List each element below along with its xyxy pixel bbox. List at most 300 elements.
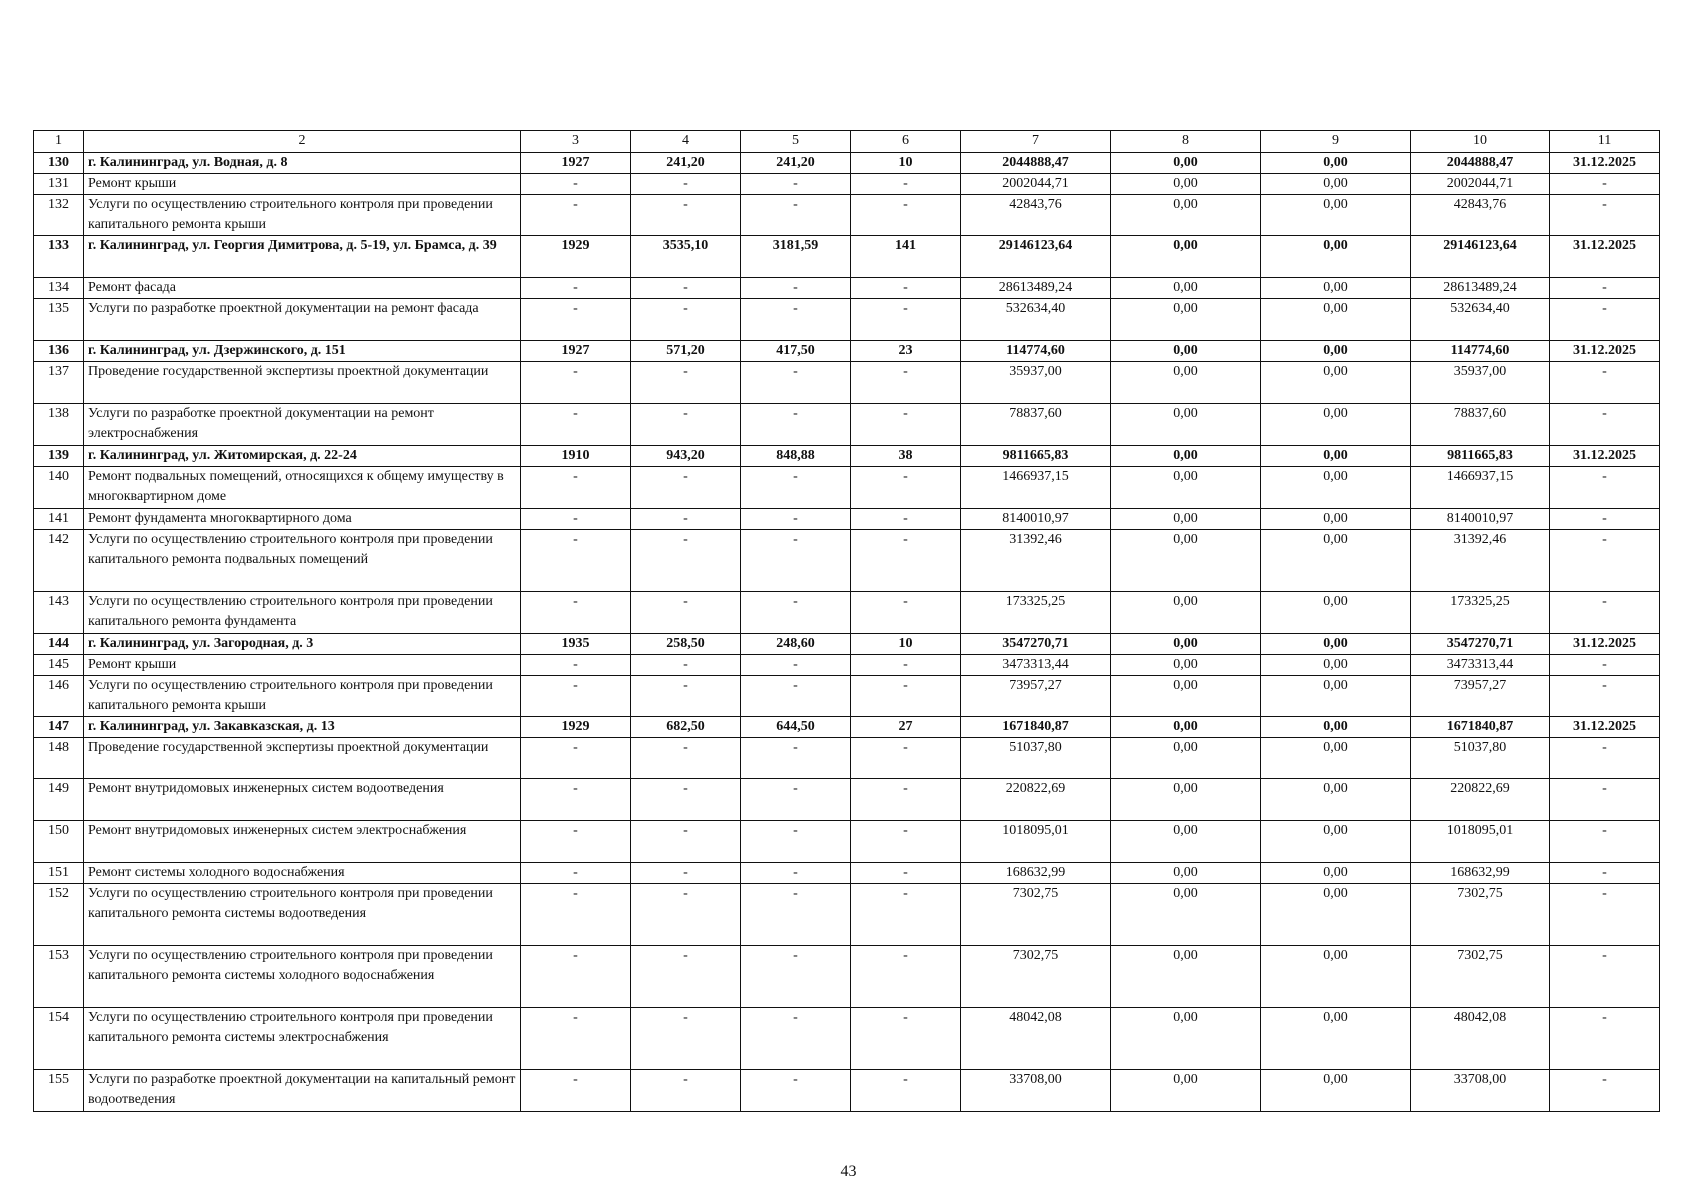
work-description-cell: Услуги по осуществлению строительного контроля при проведении капитального ремонта фундамента [84, 592, 521, 634]
residents-count-cell: - [851, 676, 961, 717]
residents-count-cell: - [851, 1008, 961, 1070]
table-row [34, 509, 1660, 530]
owner-funds-cell: 220822,69 [1411, 779, 1550, 821]
residents-count-cell: 38 [851, 446, 961, 467]
work-description-cell: г. Калининград, ул. Житомирская, д. 22-24 [84, 446, 521, 467]
row-number-cell: 135 [34, 299, 84, 341]
fund-amount-cell: 0,00 [1111, 446, 1261, 467]
column-number-header-row [34, 131, 1660, 153]
budget-amount-cell: 0,00 [1261, 153, 1411, 174]
table-row [34, 863, 1660, 884]
fund-amount-cell: 0,00 [1111, 1070, 1261, 1112]
residential-area-cell: - [741, 821, 851, 863]
budget-amount-cell: 0,00 [1261, 592, 1411, 634]
year-built-cell: - [521, 884, 631, 946]
fund-amount-cell: 0,00 [1111, 884, 1261, 946]
owner-funds-cell: 532634,40 [1411, 299, 1550, 341]
row-number-cell: 136 [34, 341, 84, 362]
total-cost-cell: 31392,46 [961, 530, 1111, 592]
table-row [34, 341, 1660, 362]
budget-amount-cell: 0,00 [1261, 738, 1411, 779]
table-row [34, 779, 1660, 821]
owner-funds-cell: 1671840,87 [1411, 717, 1550, 738]
budget-amount-cell: 0,00 [1261, 884, 1411, 946]
row-number-cell: 142 [34, 530, 84, 592]
completion-date-cell: - [1550, 467, 1660, 509]
total-area-cell: - [631, 174, 741, 195]
budget-amount-cell: 0,00 [1261, 676, 1411, 717]
work-description-cell: Ремонт крыши [84, 174, 521, 195]
table-row [34, 738, 1660, 779]
year-built-cell: 1927 [521, 341, 631, 362]
owner-funds-cell: 9811665,83 [1411, 446, 1550, 467]
total-cost-cell: 29146123,64 [961, 236, 1111, 278]
residential-area-cell: - [741, 467, 851, 509]
owner-funds-cell: 2002044,71 [1411, 174, 1550, 195]
residents-count-cell: - [851, 278, 961, 299]
year-built-cell: - [521, 821, 631, 863]
residential-area-cell: - [741, 299, 851, 341]
total-cost-cell: 168632,99 [961, 863, 1111, 884]
completion-date-cell: - [1550, 530, 1660, 592]
budget-amount-cell: 0,00 [1261, 634, 1411, 655]
total-cost-cell: 3547270,71 [961, 634, 1111, 655]
column-header: 2 [84, 131, 521, 153]
row-number-cell: 143 [34, 592, 84, 634]
owner-funds-cell: 48042,08 [1411, 1008, 1550, 1070]
budget-amount-cell: 0,00 [1261, 946, 1411, 1008]
table-row [34, 467, 1660, 509]
owner-funds-cell: 2044888,47 [1411, 153, 1550, 174]
residents-count-cell: - [851, 467, 961, 509]
total-cost-cell: 114774,60 [961, 341, 1111, 362]
residential-area-cell: - [741, 530, 851, 592]
row-number-cell: 146 [34, 676, 84, 717]
budget-amount-cell: 0,00 [1261, 1070, 1411, 1112]
row-number-cell: 150 [34, 821, 84, 863]
owner-funds-cell: 7302,75 [1411, 884, 1550, 946]
fund-amount-cell: 0,00 [1111, 467, 1261, 509]
total-cost-cell: 2044888,47 [961, 153, 1111, 174]
total-area-cell: - [631, 530, 741, 592]
total-cost-cell: 532634,40 [961, 299, 1111, 341]
year-built-cell: - [521, 676, 631, 717]
table-row [34, 655, 1660, 676]
work-description-cell: Услуги по осуществлению строительного контроля при проведении капитального ремонта системы водоотведения [84, 884, 521, 946]
total-cost-cell: 78837,60 [961, 404, 1111, 446]
work-description-cell: Ремонт внутридомовых инженерных систем водоотведения [84, 779, 521, 821]
fund-amount-cell: 0,00 [1111, 946, 1261, 1008]
completion-date-cell: - [1550, 174, 1660, 195]
owner-funds-cell: 78837,60 [1411, 404, 1550, 446]
year-built-cell: - [521, 592, 631, 634]
residential-area-cell: 644,50 [741, 717, 851, 738]
total-area-cell: - [631, 404, 741, 446]
year-built-cell: - [521, 1070, 631, 1112]
total-area-cell: - [631, 362, 741, 404]
table-row [34, 884, 1660, 946]
owner-funds-cell: 31392,46 [1411, 530, 1550, 592]
completion-date-cell: - [1550, 278, 1660, 299]
work-description-cell: Услуги по осуществлению строительного контроля при проведении капитального ремонта крыши [84, 195, 521, 236]
residential-area-cell: - [741, 779, 851, 821]
residential-area-cell: - [741, 863, 851, 884]
total-cost-cell: 51037,80 [961, 738, 1111, 779]
year-built-cell: - [521, 404, 631, 446]
row-number-cell: 149 [34, 779, 84, 821]
year-built-cell: - [521, 174, 631, 195]
row-number-cell: 134 [34, 278, 84, 299]
work-description-cell: г. Калининград, ул. Георгия Димитрова, д. 5-19, ул. Брамса, д. 39 [84, 236, 521, 278]
table-row [34, 717, 1660, 738]
table-row [34, 1008, 1660, 1070]
work-description-cell: Ремонт фасада [84, 278, 521, 299]
row-number-cell: 144 [34, 634, 84, 655]
total-area-cell: - [631, 1070, 741, 1112]
total-area-cell: - [631, 676, 741, 717]
table-row [34, 946, 1660, 1008]
completion-date-cell: - [1550, 299, 1660, 341]
owner-funds-cell: 42843,76 [1411, 195, 1550, 236]
work-description-cell: Проведение государственной экспертизы проектной документации [84, 738, 521, 779]
column-header: 4 [631, 131, 741, 153]
budget-amount-cell: 0,00 [1261, 509, 1411, 530]
row-number-cell: 148 [34, 738, 84, 779]
total-area-cell: - [631, 863, 741, 884]
year-built-cell: 1927 [521, 153, 631, 174]
budget-amount-cell: 0,00 [1261, 779, 1411, 821]
work-description-cell: г. Калининград, ул. Водная, д. 8 [84, 153, 521, 174]
residential-area-cell: 848,88 [741, 446, 851, 467]
column-header: 10 [1411, 131, 1550, 153]
total-cost-cell: 220822,69 [961, 779, 1111, 821]
year-built-cell: - [521, 530, 631, 592]
budget-amount-cell: 0,00 [1261, 1008, 1411, 1070]
total-cost-cell: 173325,25 [961, 592, 1111, 634]
page-number: 43 [840, 1163, 857, 1180]
budget-amount-cell: 0,00 [1261, 655, 1411, 676]
total-cost-cell: 1671840,87 [961, 717, 1111, 738]
owner-funds-cell: 173325,25 [1411, 592, 1550, 634]
residents-count-cell: - [851, 362, 961, 404]
owner-funds-cell: 3547270,71 [1411, 634, 1550, 655]
total-area-cell: 241,20 [631, 153, 741, 174]
table-row [34, 634, 1660, 655]
year-built-cell: - [521, 195, 631, 236]
row-number-cell: 131 [34, 174, 84, 195]
fund-amount-cell: 0,00 [1111, 299, 1261, 341]
residential-area-cell: - [741, 174, 851, 195]
completion-date-cell: 31.12.2025 [1550, 717, 1660, 738]
year-built-cell: - [521, 278, 631, 299]
capital-repair-table [33, 130, 1660, 1112]
row-number-cell: 130 [34, 153, 84, 174]
total-cost-cell: 1018095,01 [961, 821, 1111, 863]
fund-amount-cell: 0,00 [1111, 153, 1261, 174]
budget-amount-cell: 0,00 [1261, 195, 1411, 236]
owner-funds-cell: 3473313,44 [1411, 655, 1550, 676]
total-area-cell: - [631, 467, 741, 509]
total-cost-cell: 42843,76 [961, 195, 1111, 236]
completion-date-cell: 31.12.2025 [1550, 341, 1660, 362]
work-description-cell: Услуги по разработке проектной документации на ремонт фасада [84, 299, 521, 341]
table-row [34, 446, 1660, 467]
row-number-cell: 145 [34, 655, 84, 676]
completion-date-cell: - [1550, 821, 1660, 863]
fund-amount-cell: 0,00 [1111, 530, 1261, 592]
budget-amount-cell: 0,00 [1261, 530, 1411, 592]
residential-area-cell: - [741, 655, 851, 676]
total-cost-cell: 7302,75 [961, 946, 1111, 1008]
residents-count-cell: - [851, 195, 961, 236]
residents-count-cell: 23 [851, 341, 961, 362]
budget-amount-cell: 0,00 [1261, 717, 1411, 738]
total-cost-cell: 73957,27 [961, 676, 1111, 717]
fund-amount-cell: 0,00 [1111, 174, 1261, 195]
residential-area-cell: - [741, 1008, 851, 1070]
total-area-cell: - [631, 655, 741, 676]
work-description-cell: Ремонт внутридомовых инженерных систем электроснабжения [84, 821, 521, 863]
fund-amount-cell: 0,00 [1111, 341, 1261, 362]
fund-amount-cell: 0,00 [1111, 592, 1261, 634]
fund-amount-cell: 0,00 [1111, 1008, 1261, 1070]
column-header: 8 [1111, 131, 1261, 153]
residential-area-cell: 3181,59 [741, 236, 851, 278]
fund-amount-cell: 0,00 [1111, 195, 1261, 236]
row-number-cell: 151 [34, 863, 84, 884]
completion-date-cell: 31.12.2025 [1550, 236, 1660, 278]
completion-date-cell: - [1550, 655, 1660, 676]
total-cost-cell: 33708,00 [961, 1070, 1111, 1112]
budget-amount-cell: 0,00 [1261, 404, 1411, 446]
total-area-cell: 943,20 [631, 446, 741, 467]
table-row [34, 278, 1660, 299]
work-description-cell: Услуги по осуществлению строительного контроля при проведении капитального ремонта подвальных помещений [84, 530, 521, 592]
row-number-cell: 141 [34, 509, 84, 530]
residential-area-cell: - [741, 362, 851, 404]
year-built-cell: - [521, 467, 631, 509]
fund-amount-cell: 0,00 [1111, 404, 1261, 446]
completion-date-cell: - [1550, 863, 1660, 884]
row-number-cell: 147 [34, 717, 84, 738]
residents-count-cell: - [851, 174, 961, 195]
residents-count-cell: - [851, 509, 961, 530]
work-description-cell: Ремонт крыши [84, 655, 521, 676]
row-number-cell: 138 [34, 404, 84, 446]
residential-area-cell: 417,50 [741, 341, 851, 362]
total-area-cell: - [631, 1008, 741, 1070]
completion-date-cell: - [1550, 509, 1660, 530]
total-area-cell: - [631, 738, 741, 779]
owner-funds-cell: 8140010,97 [1411, 509, 1550, 530]
residential-area-cell: - [741, 195, 851, 236]
residents-count-cell: - [851, 779, 961, 821]
completion-date-cell: - [1550, 738, 1660, 779]
owner-funds-cell: 1018095,01 [1411, 821, 1550, 863]
owner-funds-cell: 7302,75 [1411, 946, 1550, 1008]
work-description-cell: Услуги по разработке проектной документации на ремонт электроснабжения [84, 404, 521, 446]
residents-count-cell: - [851, 655, 961, 676]
year-built-cell: 1935 [521, 634, 631, 655]
residents-count-cell: - [851, 821, 961, 863]
completion-date-cell: - [1550, 362, 1660, 404]
residential-area-cell: - [741, 676, 851, 717]
table-row [34, 1070, 1660, 1112]
row-number-cell: 140 [34, 467, 84, 509]
work-description-cell: Ремонт системы холодного водоснабжения [84, 863, 521, 884]
table-row [34, 821, 1660, 863]
column-header: 3 [521, 131, 631, 153]
total-area-cell: - [631, 779, 741, 821]
residents-count-cell: - [851, 1070, 961, 1112]
budget-amount-cell: 0,00 [1261, 467, 1411, 509]
total-cost-cell: 7302,75 [961, 884, 1111, 946]
owner-funds-cell: 73957,27 [1411, 676, 1550, 717]
residents-count-cell: - [851, 863, 961, 884]
row-number-cell: 155 [34, 1070, 84, 1112]
total-area-cell: 3535,10 [631, 236, 741, 278]
residents-count-cell: 10 [851, 634, 961, 655]
residents-count-cell: - [851, 738, 961, 779]
row-number-cell: 133 [34, 236, 84, 278]
fund-amount-cell: 0,00 [1111, 509, 1261, 530]
fund-amount-cell: 0,00 [1111, 821, 1261, 863]
total-cost-cell: 9811665,83 [961, 446, 1111, 467]
year-built-cell: - [521, 299, 631, 341]
owner-funds-cell: 168632,99 [1411, 863, 1550, 884]
residential-area-cell: 248,60 [741, 634, 851, 655]
work-description-cell: Проведение государственной экспертизы проектной документации [84, 362, 521, 404]
year-built-cell: - [521, 509, 631, 530]
total-cost-cell: 8140010,97 [961, 509, 1111, 530]
fund-amount-cell: 0,00 [1111, 738, 1261, 779]
work-description-cell: Услуги по осуществлению строительного контроля при проведении капитального ремонта системы электроснабжения [84, 1008, 521, 1070]
table-row [34, 195, 1660, 236]
total-cost-cell: 28613489,24 [961, 278, 1111, 299]
total-area-cell: 571,20 [631, 341, 741, 362]
table-row [34, 404, 1660, 446]
year-built-cell: - [521, 863, 631, 884]
total-area-cell: - [631, 821, 741, 863]
fund-amount-cell: 0,00 [1111, 863, 1261, 884]
column-header: 9 [1261, 131, 1411, 153]
column-header: 1 [34, 131, 84, 153]
budget-amount-cell: 0,00 [1261, 446, 1411, 467]
budget-amount-cell: 0,00 [1261, 821, 1411, 863]
total-area-cell: - [631, 592, 741, 634]
column-header: 7 [961, 131, 1111, 153]
work-description-cell: Ремонт подвальных помещений, относящихся к общему имуществу в многоквартирном доме [84, 467, 521, 509]
work-description-cell: г. Калининград, ул. Загородная, д. 3 [84, 634, 521, 655]
year-built-cell: - [521, 946, 631, 1008]
total-cost-cell: 35937,00 [961, 362, 1111, 404]
residents-count-cell: - [851, 884, 961, 946]
row-number-cell: 139 [34, 446, 84, 467]
residents-count-cell: - [851, 404, 961, 446]
column-header: 11 [1550, 131, 1660, 153]
owner-funds-cell: 1466937,15 [1411, 467, 1550, 509]
residential-area-cell: - [741, 1070, 851, 1112]
total-area-cell: - [631, 278, 741, 299]
residents-count-cell: - [851, 530, 961, 592]
budget-amount-cell: 0,00 [1261, 362, 1411, 404]
completion-date-cell: 31.12.2025 [1550, 446, 1660, 467]
completion-date-cell: 31.12.2025 [1550, 634, 1660, 655]
work-description-cell: Услуги по осуществлению строительного контроля при проведении капитального ремонта системы холодного водоснабжения [84, 946, 521, 1008]
total-area-cell: 258,50 [631, 634, 741, 655]
budget-amount-cell: 0,00 [1261, 174, 1411, 195]
owner-funds-cell: 114774,60 [1411, 341, 1550, 362]
table-row [34, 592, 1660, 634]
residents-count-cell: 10 [851, 153, 961, 174]
owner-funds-cell: 35937,00 [1411, 362, 1550, 404]
year-built-cell: - [521, 362, 631, 404]
year-built-cell: - [521, 738, 631, 779]
fund-amount-cell: 0,00 [1111, 362, 1261, 404]
fund-amount-cell: 0,00 [1111, 236, 1261, 278]
residents-count-cell: - [851, 946, 961, 1008]
table-row [34, 174, 1660, 195]
completion-date-cell: - [1550, 884, 1660, 946]
completion-date-cell: - [1550, 592, 1660, 634]
year-built-cell: - [521, 1008, 631, 1070]
table-row [34, 530, 1660, 592]
work-description-cell: Услуги по осуществлению строительного контроля при проведении капитального ремонта крыши [84, 676, 521, 717]
row-number-cell: 132 [34, 195, 84, 236]
year-built-cell: 1910 [521, 446, 631, 467]
table-row [34, 236, 1660, 278]
total-area-cell: - [631, 946, 741, 1008]
fund-amount-cell: 0,00 [1111, 655, 1261, 676]
year-built-cell: - [521, 655, 631, 676]
column-header: 6 [851, 131, 961, 153]
work-description-cell: Ремонт фундамента многоквартирного дома [84, 509, 521, 530]
year-built-cell: - [521, 779, 631, 821]
residential-area-cell: - [741, 738, 851, 779]
residents-count-cell: 27 [851, 717, 961, 738]
row-number-cell: 153 [34, 946, 84, 1008]
total-area-cell: - [631, 509, 741, 530]
row-number-cell: 152 [34, 884, 84, 946]
total-cost-cell: 3473313,44 [961, 655, 1111, 676]
fund-amount-cell: 0,00 [1111, 717, 1261, 738]
completion-date-cell: 31.12.2025 [1550, 153, 1660, 174]
residents-count-cell: - [851, 299, 961, 341]
owner-funds-cell: 51037,80 [1411, 738, 1550, 779]
budget-amount-cell: 0,00 [1261, 341, 1411, 362]
total-area-cell: 682,50 [631, 717, 741, 738]
fund-amount-cell: 0,00 [1111, 278, 1261, 299]
table-row [34, 676, 1660, 717]
table-row [34, 299, 1660, 341]
completion-date-cell: - [1550, 779, 1660, 821]
residential-area-cell: - [741, 278, 851, 299]
completion-date-cell: - [1550, 1070, 1660, 1112]
residential-area-cell: - [741, 592, 851, 634]
owner-funds-cell: 28613489,24 [1411, 278, 1550, 299]
total-area-cell: - [631, 195, 741, 236]
budget-amount-cell: 0,00 [1261, 236, 1411, 278]
budget-amount-cell: 0,00 [1261, 299, 1411, 341]
total-cost-cell: 1466937,15 [961, 467, 1111, 509]
residential-area-cell: - [741, 404, 851, 446]
budget-amount-cell: 0,00 [1261, 863, 1411, 884]
completion-date-cell: - [1550, 1008, 1660, 1070]
residents-count-cell: 141 [851, 236, 961, 278]
completion-date-cell: - [1550, 404, 1660, 446]
row-number-cell: 154 [34, 1008, 84, 1070]
residents-count-cell: - [851, 592, 961, 634]
